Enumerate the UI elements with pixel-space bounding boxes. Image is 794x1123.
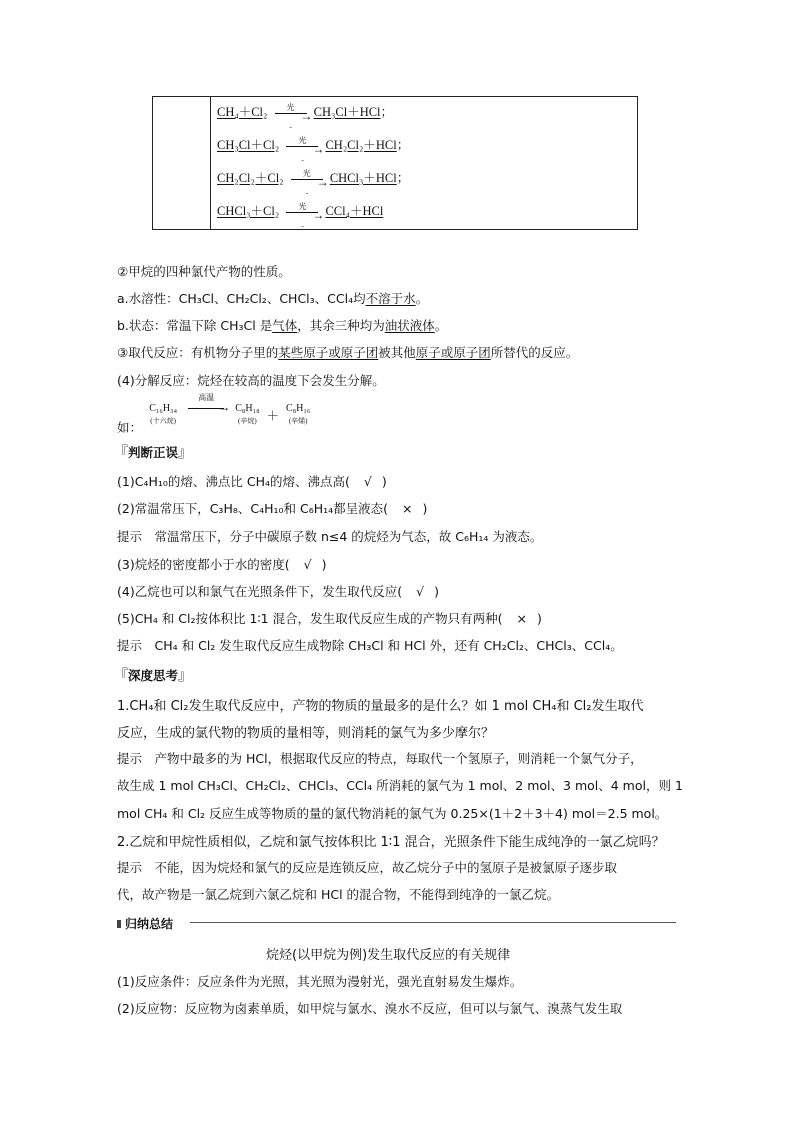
state-end: 。 — [434, 318, 448, 333]
substitution-definition — [117, 343, 578, 361]
octene: C₈H₁₆ $^{(辛烯)}$ — [285, 403, 311, 425]
solubility-line — [117, 289, 428, 307]
summary-title: 烷烃(以甲烷为例)发生取代反应的有关规律 — [266, 948, 511, 963]
definition-answer-1: 某些原子或原子团 — [278, 345, 379, 360]
plus-sign: ＋ — [266, 409, 280, 423]
reaction-arrow: 光 - → — [289, 167, 325, 189]
judge-item-4: (4)乙烷也可以和氯气在光照条件下，发生取代反应( √ ) — [117, 584, 439, 599]
solubility-answer: 不溶于水 — [365, 291, 416, 306]
state-line — [117, 316, 447, 334]
reaction-equation-1 — [217, 101, 394, 131]
think-a1-line3: mol CH₄ 和 Cl₂ 反应生成等物质的量的氯代物消耗的氯气为 0.25×(1＋2＋3＋4) mol＝2.5 mol。 — [117, 806, 668, 821]
judge-item-5: (5)CH₄ 和 Cl₂按体积比 1∶1 混合，发生取代反应生成的产物只有两种( × ) — [117, 611, 542, 626]
reactants: CH₃Cl＋Cl₂ — [217, 138, 280, 152]
reaction-arrow: 光 - → — [284, 200, 320, 222]
cracking-example — [117, 393, 314, 435]
light-condition: 光 — [298, 136, 307, 145]
reaction-equation-2 — [217, 134, 410, 164]
hexadecane: C₁₆H₃₄ $^{(十六烷)}$ — [149, 403, 178, 425]
definition-mid: 被其他 — [378, 345, 416, 360]
solubility-text: a.水溶性：CH₃Cl、CH₂Cl₂、CHCl₃、CCl₄均 — [117, 291, 366, 306]
reactants: CH₄＋Cl₂ — [217, 105, 268, 119]
think-a1-line2: 故生成 1 mol CH₃Cl、CH₂Cl₂、CHCl₃、CCl₄ 所消耗的氯气为 1 mol、2 mol、3 mol、4 mol，则 1 — [117, 778, 683, 793]
think-a2-line2: 代，故产物是一氯乙烷到六氯乙烷和 HCl 的混合物，不能得到纯净的一氯乙烷。 — [117, 887, 560, 902]
state-answer-2: 油状液体 — [384, 318, 435, 333]
summary-p2: (2)反应物：反应物为卤素单质，如甲烷与氯水、溴水不反应，但可以与氯气、溴蒸气发生取 — [117, 1001, 623, 1016]
reaction-equation-4 — [217, 200, 384, 230]
think-heading: 『深度思考』 — [114, 668, 193, 684]
solubility-end: 。 — [415, 291, 429, 306]
semicolon: ； — [396, 170, 410, 185]
definition-end: 所替代的反应。 — [490, 345, 579, 360]
octene-note: (辛烯) — [288, 417, 308, 425]
check-mark: √ — [416, 584, 425, 599]
reaction-arrow: 光 - → — [284, 134, 320, 156]
judge-item-3: (3)烷烃的密度都小于水的密度( √ ) — [117, 557, 327, 572]
products: CH₂Cl₂＋HCl — [325, 138, 397, 152]
reaction-equation-3 — [217, 167, 410, 197]
light-condition: 光 — [286, 103, 295, 112]
judge-item-2: (2)常温常压下，C₃H₈、C₄H₁₀和 C₆H₁₄都呈液态( × ) — [117, 501, 428, 516]
decomposition-line: (4)分解反应：烷烃在较高的温度下会发生分解。 — [117, 373, 385, 388]
think-q2-line1: 2.乙烷和甲烷性质相似，乙烷和氯气按体积比 1∶1 混合，光照条件下能生成纯净的一氯乙烷吗？ — [117, 835, 665, 850]
octane: C₈H₁₈ $^{(辛烷)}$ — [235, 403, 260, 425]
semicolon: ； — [380, 104, 394, 119]
reaction-table — [152, 96, 638, 230]
semicolon: ； — [396, 137, 410, 152]
think-q1-line1: 1.CH₄和 Cl₂发生取代反应中，产物的物质的量最多的是什么？如 1 mol CH₄和 Cl₂发生取代 — [117, 699, 644, 714]
summary-heading: 归纳总结 — [117, 915, 173, 932]
judge-item-1: (1)C₄H₁₀的熔、沸点比 CH₄的熔、沸点高( √ ) — [117, 474, 387, 489]
check-mark: √ — [303, 557, 312, 572]
light-condition: 光 — [302, 169, 311, 178]
light-condition: 光 — [298, 202, 307, 211]
cross-mark: × — [402, 501, 413, 516]
summary-rule — [190, 922, 676, 923]
reaction-arrow: 光 - → — [273, 101, 309, 123]
products: CH₃Cl＋HCl — [313, 105, 381, 119]
hint-5: 提示 CH₄ 和 Cl₂ 发生取代反应生成物除 CH₃Cl 和 HCl 外，还有 CH₂Cl₂、CHCl₃、CCl₄。 — [117, 638, 623, 653]
summary-marker — [117, 920, 121, 928]
judge-heading: 『判断正误』 — [114, 445, 193, 461]
definition-answer-2: 原子或原子团 — [415, 345, 491, 360]
products: CCl₄＋HCl — [325, 204, 384, 218]
definition-text: ③取代反应：有机物分子里的 — [117, 345, 279, 360]
check-mark: √ — [363, 474, 372, 489]
cracking-arrow: 高温 → — [186, 396, 226, 418]
think-a1-line1: 提示 产物中最多的为 HCl，根据取代反应的特点，每取代一个氢原子，则消耗一个氯气分子， — [117, 751, 643, 766]
table-divider — [210, 97, 211, 229]
think-q1-line2: 反应，生成的氯代物的物质的量相等，则消耗的氯气为多少摩尔？ — [117, 726, 495, 741]
octane-note: (辛烷) — [238, 417, 257, 425]
state-answer-1: 气体 — [272, 318, 298, 333]
hexadecane-note: (十六烷) — [150, 417, 176, 425]
products: CHCl₃＋HCl — [329, 171, 397, 185]
example-prefix: 如： — [117, 420, 143, 435]
reactants: CH₂Cl₂＋Cl₂ — [217, 171, 284, 185]
think-a2-line1: 提示 不能，因为烷烃和氯气的反应是连锁反应，故乙烷分子中的氢原子是被氯原子逐步取 — [117, 860, 618, 875]
state-mid: ，其余三种均为 — [297, 318, 385, 333]
hint-2: 提示 常温常压下，分子中碳原子数 n≤4 的烷烃为气态，故 C₆H₁₄ 为液态。 — [117, 529, 543, 544]
reactants: CHCl₃＋Cl₂ — [217, 204, 280, 218]
state-text: b.状态：常温下除 CH₃Cl 是 — [117, 318, 273, 333]
high-temp-condition: 高温 — [198, 393, 215, 402]
summary-p1: (1)反应条件：反应条件为光照，其光照为漫射光，强光直射易发生爆炸。 — [117, 974, 523, 989]
cross-mark: × — [516, 611, 527, 626]
props-intro: ②甲烷的四种氯代产物的性质。 — [117, 264, 291, 279]
